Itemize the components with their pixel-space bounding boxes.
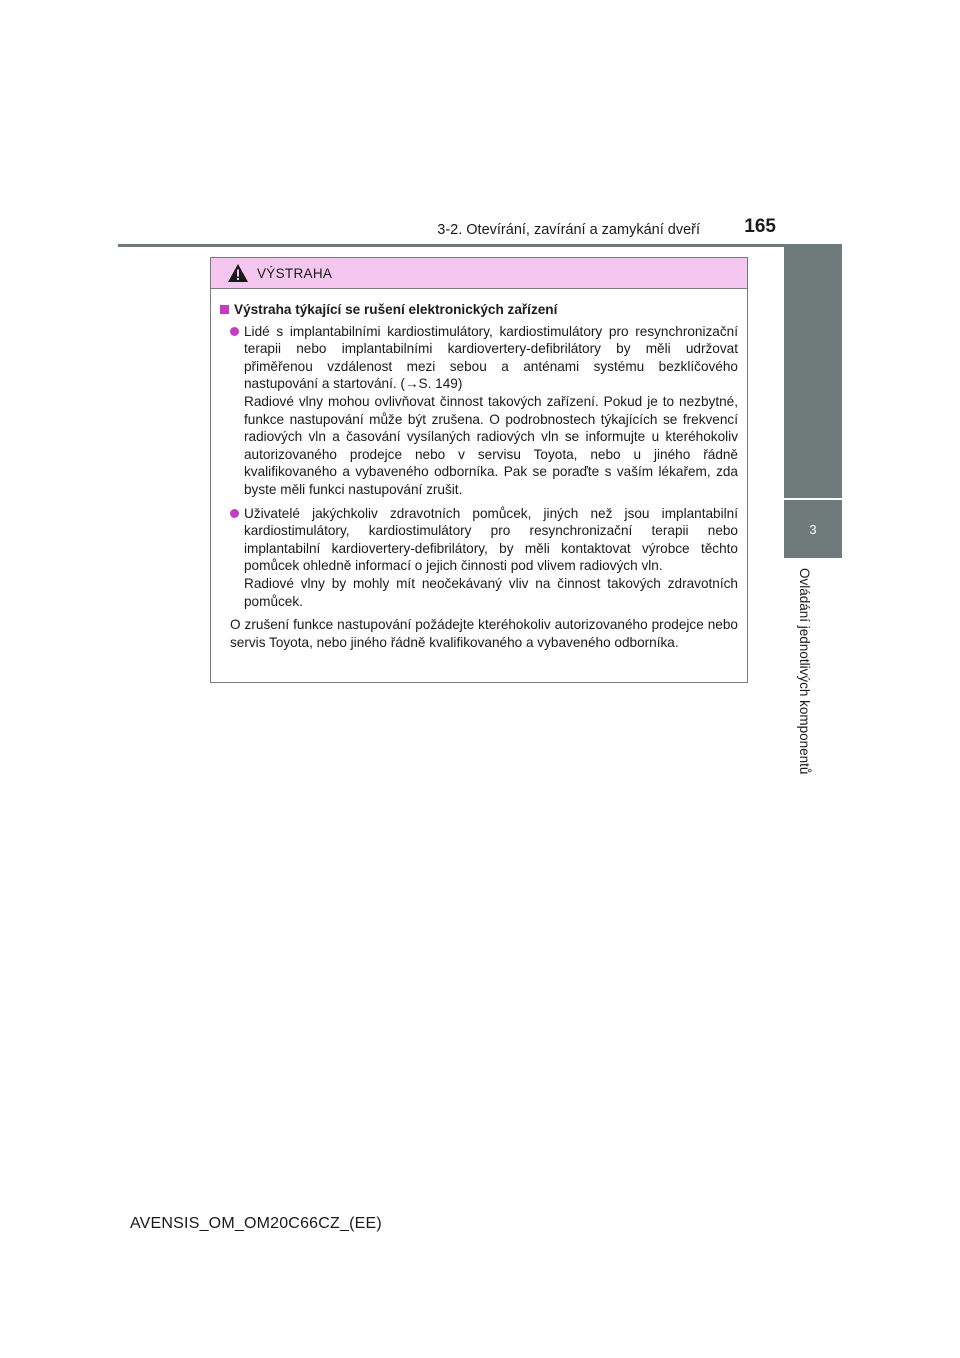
chapter-number-tab: 3	[784, 500, 842, 558]
warning-title: VÝSTRAHA	[257, 265, 333, 281]
list-item	[230, 323, 738, 499]
side-tab-bar	[784, 244, 842, 498]
warning-box	[210, 257, 748, 683]
square-bullet-icon	[220, 305, 229, 314]
paragraph: Radiové vlny by mohly mít neočekávaný vliv na činnost takových zdravotních pomůcek.	[244, 575, 738, 609]
warning-triangle-icon	[227, 263, 249, 283]
paragraph: Radiové vlny mohou ovlivňovat činnost takových zařízení. Pokud je to nezbytné, funkce nastupování může být zrušena. O podrobnostech týkajících se frekvencí radiových vln a časování vysílaných radiových vln se informujte u kteréhokoliv autorizovaného prodejce nebo v servisu Toyota, nebo u jiného řádně kvalifikovaného a vybaveného odborníka. Pak se poraďte s vaším lékařem, zda byste měli funkci nastupování zrušit.	[244, 393, 738, 497]
document-code: AVENSIS_OM_OM20C66CZ_(EE)	[130, 1215, 382, 1232]
warning-subheading	[220, 301, 738, 319]
header-rule	[118, 244, 840, 247]
closing-paragraph: O zrušení funkce nastupování požádejte kteréhokoliv autorizovaného prodejce nebo servis Toyota, nebo jiného řádně kvalifikovaného a vybaveného odborníka.	[230, 617, 738, 650]
list-item-text	[244, 505, 738, 611]
subheading-text: Výstraha týkající se rušení elektronických zařízení	[234, 302, 558, 317]
section-title: 3-2. Otevírání, zavírání a zamykání dveří	[437, 222, 700, 238]
page-number: 165	[744, 216, 776, 237]
bullet-dot-icon	[230, 327, 239, 336]
warning-header	[211, 258, 747, 289]
list-item	[230, 505, 738, 611]
paragraph: Uživatelé jakýchkoliv zdravotních pomůcek, jiných než jsou implantabilní kardiostimulátory, kardiostimulátory pro resynchronizační terapii nebo implantabilní kardiovertery-defibrilátory, by měli kontaktovat výrobce těchto pomůcek ohledně informací o jejich činnosti pod vlivem radiových vln.	[244, 505, 738, 574]
warning-body	[211, 289, 747, 651]
bullet-dot-icon	[230, 509, 239, 518]
chapter-title-vertical: Ovládání jednotlivých komponentů	[797, 568, 812, 775]
list-item-text	[244, 323, 738, 499]
paragraph: Lidé s implantabilními kardiostimulátory, kardiostimulátory pro resynchronizační terapii nebo implantabilními kardiovertery-defibrilátory by měli udržovat přiměřenou vzdálenost mezi sebou a anténami systému bezklíčového nastupování a startování. (→S. 149)	[244, 323, 738, 392]
